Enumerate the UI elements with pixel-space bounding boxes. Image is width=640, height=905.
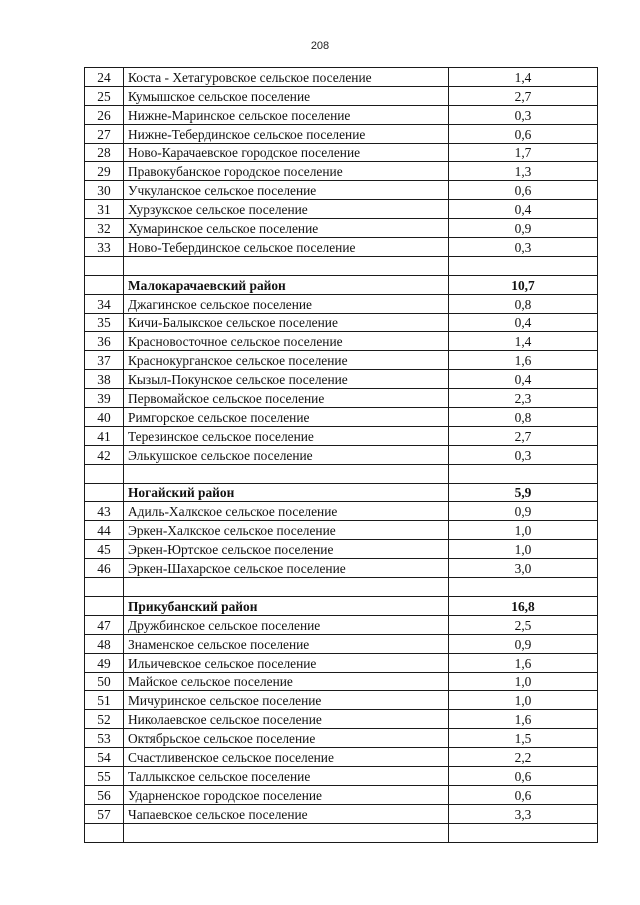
settlement-name-cell: Эркен-Юртское сельское поселение — [124, 540, 449, 559]
table-row — [85, 445, 598, 464]
blank-row — [85, 578, 598, 597]
value-cell: 0,3 — [449, 105, 598, 124]
blank-cell — [449, 256, 598, 275]
settlement-name-cell: Ново-Карачаевское городское поселение — [124, 143, 449, 162]
settlement-name-cell: Краснокурганское сельское поселение — [124, 351, 449, 370]
blank-cell — [124, 578, 449, 597]
blank-cell — [85, 823, 124, 842]
table-row — [85, 370, 598, 389]
value-cell: 0,6 — [449, 785, 598, 804]
table-row — [85, 313, 598, 332]
row-number-cell: 31 — [85, 200, 124, 219]
blank-cell — [449, 578, 598, 597]
value-cell: 1,3 — [449, 162, 598, 181]
blank-cell — [449, 464, 598, 483]
table-row — [85, 86, 598, 105]
settlement-name-cell: Элькушское сельское поселение — [124, 445, 449, 464]
table-row — [85, 691, 598, 710]
table-row — [85, 426, 598, 445]
value-cell: 1,0 — [449, 540, 598, 559]
table-row — [85, 559, 598, 578]
district-header-row — [85, 483, 598, 502]
row-number-cell: 54 — [85, 748, 124, 767]
value-cell: 2,5 — [449, 615, 598, 634]
district-name-cell: Ногайский район — [124, 483, 449, 502]
table-row — [85, 502, 598, 521]
table-body — [85, 68, 598, 843]
row-number-cell: 47 — [85, 615, 124, 634]
row-number-cell: 37 — [85, 351, 124, 370]
settlement-name-cell: Джагинское сельское поселение — [124, 294, 449, 313]
row-number-cell — [85, 483, 124, 502]
table-row — [85, 408, 598, 427]
value-cell: 3,0 — [449, 559, 598, 578]
table-row — [85, 332, 598, 351]
blank-cell — [85, 256, 124, 275]
district-header-row — [85, 275, 598, 294]
row-number-cell: 34 — [85, 294, 124, 313]
value-cell: 1,0 — [449, 672, 598, 691]
row-number-cell: 42 — [85, 445, 124, 464]
value-cell: 0,9 — [449, 634, 598, 653]
value-cell: 0,3 — [449, 238, 598, 257]
value-cell: 0,8 — [449, 408, 598, 427]
district-total-cell: 10,7 — [449, 275, 598, 294]
settlement-name-cell: Ударненское городское поселение — [124, 785, 449, 804]
row-number-cell — [85, 275, 124, 294]
table-row — [85, 540, 598, 559]
value-cell: 0,6 — [449, 181, 598, 200]
row-number-cell: 43 — [85, 502, 124, 521]
table-row — [85, 162, 598, 181]
settlement-name-cell: Правокубанское городское поселение — [124, 162, 449, 181]
district-header-row — [85, 596, 598, 615]
row-number-cell: 28 — [85, 143, 124, 162]
table-row — [85, 804, 598, 823]
blank-row — [85, 823, 598, 842]
blank-cell — [124, 464, 449, 483]
blank-cell — [85, 464, 124, 483]
row-number-cell: 51 — [85, 691, 124, 710]
value-cell: 1,6 — [449, 351, 598, 370]
table-row — [85, 294, 598, 313]
value-cell: 1,0 — [449, 691, 598, 710]
row-number-cell: 27 — [85, 124, 124, 143]
settlement-name-cell: Адиль-Халкское сельское поселение — [124, 502, 449, 521]
table-row — [85, 615, 598, 634]
district-total-cell: 16,8 — [449, 596, 598, 615]
settlement-name-cell: Нижне-Тебердинское сельское поселение — [124, 124, 449, 143]
table-row — [85, 748, 598, 767]
row-number-cell: 57 — [85, 804, 124, 823]
value-cell: 1,5 — [449, 729, 598, 748]
value-cell: 0,6 — [449, 124, 598, 143]
table-row — [85, 653, 598, 672]
row-number-cell: 36 — [85, 332, 124, 351]
settlement-name-cell: Дружбинское сельское поселение — [124, 615, 449, 634]
table-row — [85, 105, 598, 124]
settlement-name-cell: Таллыкское сельское поселение — [124, 766, 449, 785]
settlement-name-cell: Эркен-Халкское сельское поселение — [124, 521, 449, 540]
value-cell: 0,9 — [449, 219, 598, 238]
value-cell: 0,4 — [449, 370, 598, 389]
table-row — [85, 766, 598, 785]
value-cell: 2,3 — [449, 389, 598, 408]
value-cell: 0,4 — [449, 313, 598, 332]
value-cell: 1,7 — [449, 143, 598, 162]
table-row — [85, 785, 598, 804]
settlement-name-cell: Октябрьское сельское поселение — [124, 729, 449, 748]
settlement-name-cell: Хурзукское сельское поселение — [124, 200, 449, 219]
settlement-name-cell: Знаменское сельское поселение — [124, 634, 449, 653]
district-name-cell: Прикубанский район — [124, 596, 449, 615]
settlement-name-cell: Мичуринское сельское поселение — [124, 691, 449, 710]
value-cell: 2,7 — [449, 86, 598, 105]
settlement-name-cell: Ильичевское сельское поселение — [124, 653, 449, 672]
row-number-cell: 45 — [85, 540, 124, 559]
settlement-name-cell: Коста - Хетагуровское сельское поселение — [124, 68, 449, 87]
table-row — [85, 238, 598, 257]
blank-row — [85, 464, 598, 483]
row-number-cell: 25 — [85, 86, 124, 105]
table-row — [85, 521, 598, 540]
row-number-cell: 33 — [85, 238, 124, 257]
value-cell: 0,8 — [449, 294, 598, 313]
row-number-cell: 26 — [85, 105, 124, 124]
table-row — [85, 68, 598, 87]
settlement-name-cell: Кумышское сельское поселение — [124, 86, 449, 105]
value-cell: 1,0 — [449, 521, 598, 540]
settlement-name-cell: Николаевское сельское поселение — [124, 710, 449, 729]
settlement-name-cell: Чапаевское сельское поселение — [124, 804, 449, 823]
value-cell: 1,6 — [449, 710, 598, 729]
row-number-cell: 44 — [85, 521, 124, 540]
settlement-name-cell: Хумаринское сельское поселение — [124, 219, 449, 238]
settlement-name-cell: Первомайское сельское поселение — [124, 389, 449, 408]
district-name-cell: Малокарачаевский район — [124, 275, 449, 294]
blank-cell — [124, 823, 449, 842]
row-number-cell: 24 — [85, 68, 124, 87]
table-row — [85, 143, 598, 162]
row-number-cell: 55 — [85, 766, 124, 785]
table-row — [85, 672, 598, 691]
settlement-name-cell: Майское сельское поселение — [124, 672, 449, 691]
row-number-cell: 48 — [85, 634, 124, 653]
value-cell: 3,3 — [449, 804, 598, 823]
settlement-name-cell: Терезинское сельское поселение — [124, 426, 449, 445]
table-row — [85, 181, 598, 200]
row-number-cell: 39 — [85, 389, 124, 408]
settlement-name-cell: Нижне-Маринское сельское поселение — [124, 105, 449, 124]
blank-cell — [85, 578, 124, 597]
row-number-cell — [85, 596, 124, 615]
table-row — [85, 389, 598, 408]
value-cell: 0,6 — [449, 766, 598, 785]
row-number-cell: 32 — [85, 219, 124, 238]
blank-cell — [124, 256, 449, 275]
table-row — [85, 729, 598, 748]
table-row — [85, 200, 598, 219]
value-cell: 0,4 — [449, 200, 598, 219]
row-number-cell: 41 — [85, 426, 124, 445]
row-number-cell: 53 — [85, 729, 124, 748]
blank-cell — [449, 823, 598, 842]
settlement-name-cell: Счастливенское сельское поселение — [124, 748, 449, 767]
settlement-name-cell: Кызыл-Покунское сельское поселение — [124, 370, 449, 389]
settlement-name-cell: Эркен-Шахарское сельское поселение — [124, 559, 449, 578]
row-number-cell: 52 — [85, 710, 124, 729]
row-number-cell: 30 — [85, 181, 124, 200]
value-cell: 1,4 — [449, 332, 598, 351]
row-number-cell: 35 — [85, 313, 124, 332]
value-cell: 1,6 — [449, 653, 598, 672]
table-row — [85, 710, 598, 729]
row-number-cell: 29 — [85, 162, 124, 181]
table-row — [85, 219, 598, 238]
settlement-name-cell: Учкуланское сельское поселение — [124, 181, 449, 200]
row-number-cell: 38 — [85, 370, 124, 389]
value-cell: 0,3 — [449, 445, 598, 464]
settlement-name-cell: Красновосточное сельское поселение — [124, 332, 449, 351]
district-total-cell: 5,9 — [449, 483, 598, 502]
value-cell: 2,7 — [449, 426, 598, 445]
blank-row — [85, 256, 598, 275]
settlement-name-cell: Ново-Тебердинское сельское поселение — [124, 238, 449, 257]
table-row — [85, 351, 598, 370]
row-number-cell: 46 — [85, 559, 124, 578]
settlement-name-cell: Римгорское сельское поселение — [124, 408, 449, 427]
table-row — [85, 124, 598, 143]
page-number: 208 — [310, 40, 330, 52]
settlement-name-cell: Кичи-Балыкское сельское поселение — [124, 313, 449, 332]
row-number-cell: 40 — [85, 408, 124, 427]
row-number-cell: 50 — [85, 672, 124, 691]
value-cell: 0,9 — [449, 502, 598, 521]
table-row — [85, 634, 598, 653]
settlement-table — [84, 67, 598, 843]
value-cell: 2,2 — [449, 748, 598, 767]
value-cell: 1,4 — [449, 68, 598, 87]
row-number-cell: 56 — [85, 785, 124, 804]
row-number-cell: 49 — [85, 653, 124, 672]
